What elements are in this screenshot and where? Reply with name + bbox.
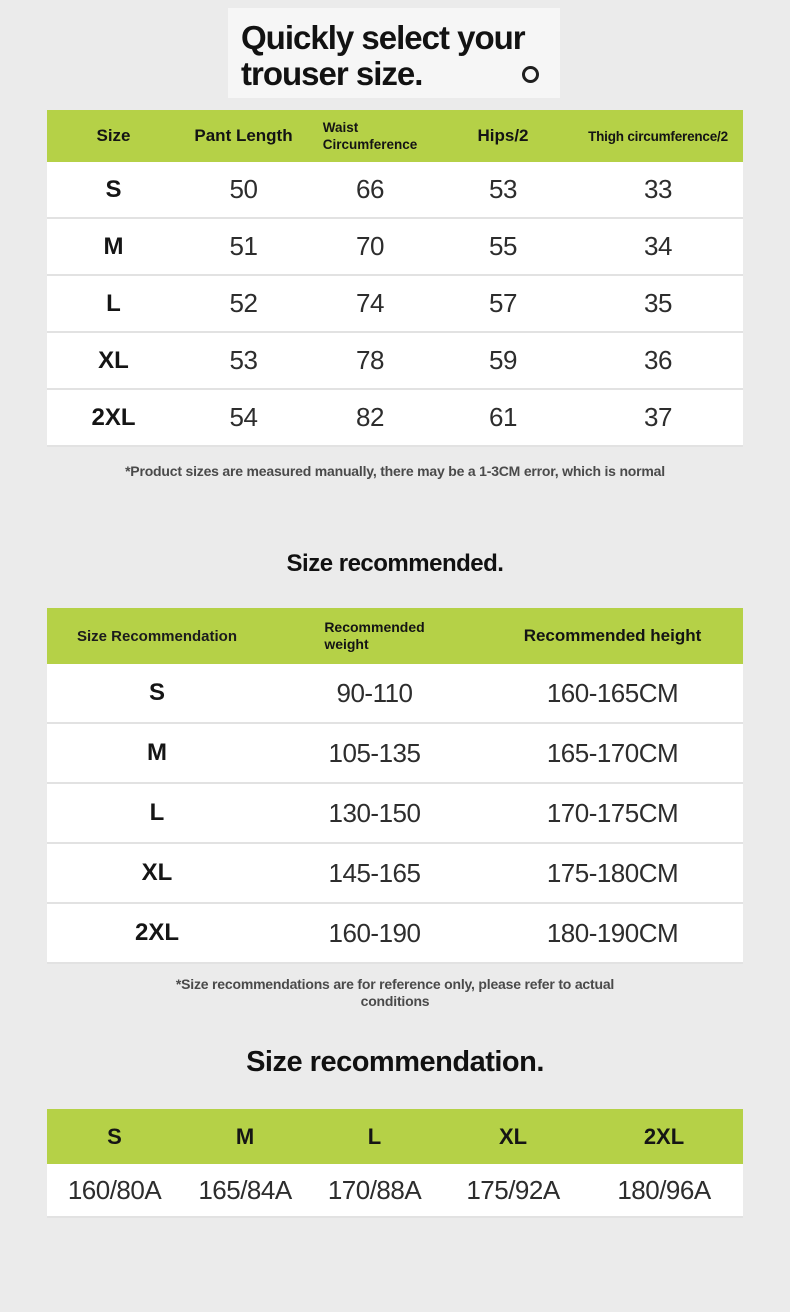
page-title-line2-text: trouser size. (241, 55, 423, 92)
size-cell: 2XL (134, 919, 179, 946)
header-waist-circumference (307, 110, 433, 162)
hips-cell: 61 (489, 402, 517, 432)
table-row-l (47, 276, 743, 333)
table-row-xl (47, 844, 743, 904)
size-code-cell-2xl: 180/96A (617, 1174, 711, 1205)
size-code-table-header (47, 1109, 743, 1164)
height-cell: 165-170CM (546, 737, 679, 768)
weight-table-header (47, 608, 743, 664)
table-row-2xl (47, 390, 743, 447)
header-waist-line1: Waist (322, 120, 359, 135)
hips-cell: 55 (489, 231, 517, 261)
table-row-s (47, 664, 743, 724)
pant-length-cell: 53 (229, 345, 258, 375)
size-cell: XL (98, 346, 129, 374)
pant-length-cell: 50 (229, 174, 258, 204)
size-code-cell-xl: 175/92A (466, 1174, 560, 1205)
size-code-cell-l: 170/88A (327, 1174, 422, 1205)
weight-cell: 160-190 (328, 917, 421, 948)
header-hips: Hips/2 (477, 126, 529, 145)
size-cell: 2XL (91, 403, 136, 431)
hips-cell: 57 (489, 288, 517, 318)
thigh-cell: 36 (644, 345, 672, 375)
table-row-2xl (47, 904, 743, 964)
size-code-cell-s: 160/80A (67, 1174, 162, 1205)
table-row-l (47, 784, 743, 844)
header-m: M (235, 1123, 255, 1149)
header-waist-line2: Circumference (322, 137, 418, 152)
size-code-table (47, 1109, 743, 1218)
header-size-recommendation: Size Recommendation (76, 627, 238, 645)
header-pant-length: Pant Length (194, 126, 293, 145)
weight-table-heading: Size recommended. (286, 550, 504, 577)
header-s: S (107, 1123, 122, 1149)
waist-cell: 70 (356, 231, 384, 261)
thigh-cell: 35 (644, 288, 672, 318)
header-thigh: Thigh circumference/2 (588, 128, 728, 144)
waist-cell: 66 (356, 174, 384, 204)
header-weight-line1: Recommended (324, 619, 425, 635)
pant-length-cell: 54 (229, 402, 258, 432)
size-cell: M (103, 232, 124, 260)
header-size: Size (96, 126, 131, 145)
header-2xl: 2XL (643, 1123, 685, 1149)
reference-note (0, 976, 790, 1010)
reference-note-line2: conditions (360, 993, 430, 1009)
height-cell: 170-175CM (546, 797, 679, 828)
thigh-cell: 33 (644, 174, 672, 204)
waist-cell: 82 (356, 402, 384, 432)
height-cell: 175-180CM (546, 857, 679, 888)
trouser-size-table-header (47, 110, 743, 162)
header-weight-line2: weight (324, 636, 369, 652)
size-code-row (47, 1164, 743, 1218)
page-title-line1: Quickly select your (241, 19, 525, 56)
pant-length-cell: 51 (229, 231, 258, 261)
weight-cell: 145-165 (328, 857, 421, 888)
height-cell: 160-165CM (546, 677, 679, 708)
reference-note-line1: *Size recommendations are for reference only, please refer to actual (175, 976, 615, 992)
size-cell: S (148, 679, 165, 706)
page-title (0, 0, 790, 92)
size-cell: L (149, 799, 165, 826)
pant-length-cell: 52 (229, 288, 258, 318)
thigh-cell: 34 (644, 231, 672, 261)
table-row-s (47, 162, 743, 219)
height-table-heading: Size recommendation. (246, 1046, 544, 1078)
header-xl: XL (498, 1123, 528, 1149)
measurement-error-note: *Product sizes are measured manually, there may be a 1-3CM error, which is normal (125, 463, 665, 479)
trouser-size-table (47, 110, 743, 447)
header-recommended-weight (267, 608, 482, 664)
table-row-m (47, 219, 743, 276)
weight-cell: 90-110 (336, 677, 413, 708)
header-recommended-height: Recommended height (523, 626, 702, 645)
size-cell: S (105, 175, 122, 203)
size-cell: L (106, 289, 121, 317)
hips-cell: 59 (489, 345, 517, 375)
table-row-xl (47, 333, 743, 390)
table-row-m (47, 724, 743, 784)
waist-cell: 74 (356, 288, 384, 318)
header-l: L (367, 1123, 382, 1149)
hips-cell: 53 (489, 174, 517, 204)
thigh-cell: 37 (644, 402, 672, 432)
size-cell: M (147, 739, 167, 766)
height-cell: 180-190CM (546, 917, 679, 948)
weight-cell: 105-135 (328, 737, 421, 768)
size-cell: XL (141, 859, 173, 886)
weight-recommendation-table (47, 608, 743, 964)
ring-icon (522, 66, 539, 83)
size-code-cell-m: 165/84A (198, 1174, 292, 1205)
waist-cell: 78 (356, 345, 384, 375)
page-title-line2 (241, 56, 790, 92)
weight-cell: 130-150 (328, 797, 421, 828)
